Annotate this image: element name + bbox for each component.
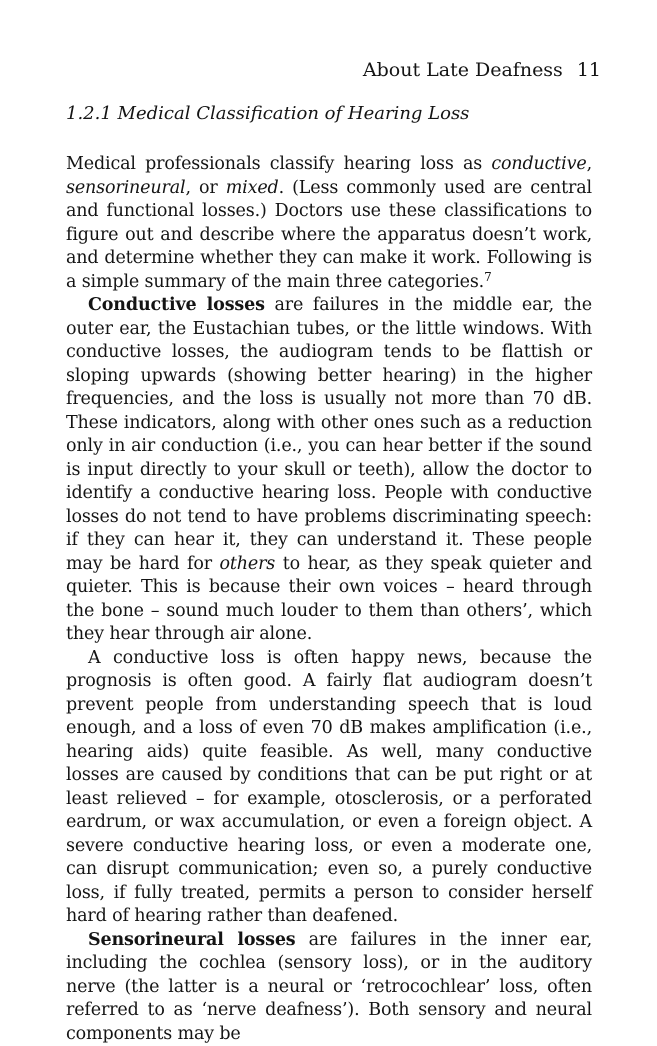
- emphasis-others: others: [220, 554, 276, 574]
- paragraph-text: Medical professionals classify hearing loss as: [66, 154, 491, 174]
- paragraph-intro: [66, 153, 592, 294]
- section-title: Medical Classification of Hearing Loss: [118, 103, 470, 124]
- section-number: 1.2.1: [66, 103, 112, 124]
- paragraph-text: . (Less commonly used are central and functional losses.) Doctors use these classifications to figure out and describe where the apparatus doesn’t work, and determine whether they can make it work. Following is a simple summary of the main three categories.: [66, 178, 592, 292]
- paragraph-text: to hear, as they speak quieter and quieter. This is because their own voices – heard through the bone – sound much louder to them than others’, which they hear through air alone.: [66, 554, 592, 645]
- paragraph-text: , or: [185, 178, 225, 198]
- page-number: 11: [577, 59, 601, 81]
- term-mixed: mixed: [226, 178, 279, 198]
- paragraph-text: are failures in the inner ear, including the cochlea (sensory loss), or in the auditory nerve (the latter is a neural or ‘retrocochlear’ loss, often referred to as ‘nerve deafness’). Both sensory and neural components may be: [66, 930, 592, 1044]
- term-conductive: conductive: [491, 154, 586, 174]
- paragraph-text: ,: [587, 154, 592, 174]
- running-header: [363, 58, 601, 82]
- paragraph-text: A conductive loss is often happy news, because the prognosis is often good. A fairly flat audiogram doesn’t prevent people from understanding speech that is loud enough, and a loss of even 70 dB makes amplification (i.e., hearing aids) quite feasible. As well, many conductive losses are caused by conditions that can be put right or at least relieved – for example, otosclerosis, or a perforated eardrum, or wax accumulation, or even a foreign object. A severe conductive hearing loss, or even a moderate one, can disrupt communication; even so, a purely conductive loss, if fully treated, permits a person to consider herself hard of hearing rather than deafened.: [66, 648, 592, 927]
- paragraph-sensorineural-losses: [66, 929, 592, 1046]
- paragraph-conductive-prognosis: [66, 647, 592, 929]
- term-sensorineural: sensorineural: [66, 178, 185, 198]
- section-heading: [66, 102, 469, 126]
- paragraph-text: are failures in the middle ear, the outer ear, the Eustachian tubes, or the little windows. With conductive losses, the audiogram tends to be flattish or sloping upwards (showing better hearing) in the higher frequencies, and the loss is usually not more than 70 dB. These indicators, along with other ones such as a reduction only in air conduction (i.e., you can hear better if the sound is input directly to your skull or teeth), allow the doctor to identify a conductive hearing loss. People with conductive losses do not tend to have problems discriminating speech: if they can hear it, they can understand it. These people may be hard for: [66, 295, 592, 574]
- paragraph-conductive-losses: [66, 294, 592, 647]
- body-text: [66, 153, 592, 1046]
- running-title: About Late Deafness: [363, 59, 563, 81]
- footnote-marker: 7: [484, 270, 492, 284]
- term-sensorineural-losses: Sensorineural losses: [88, 930, 296, 950]
- term-conductive-losses: Conductive losses: [88, 295, 265, 315]
